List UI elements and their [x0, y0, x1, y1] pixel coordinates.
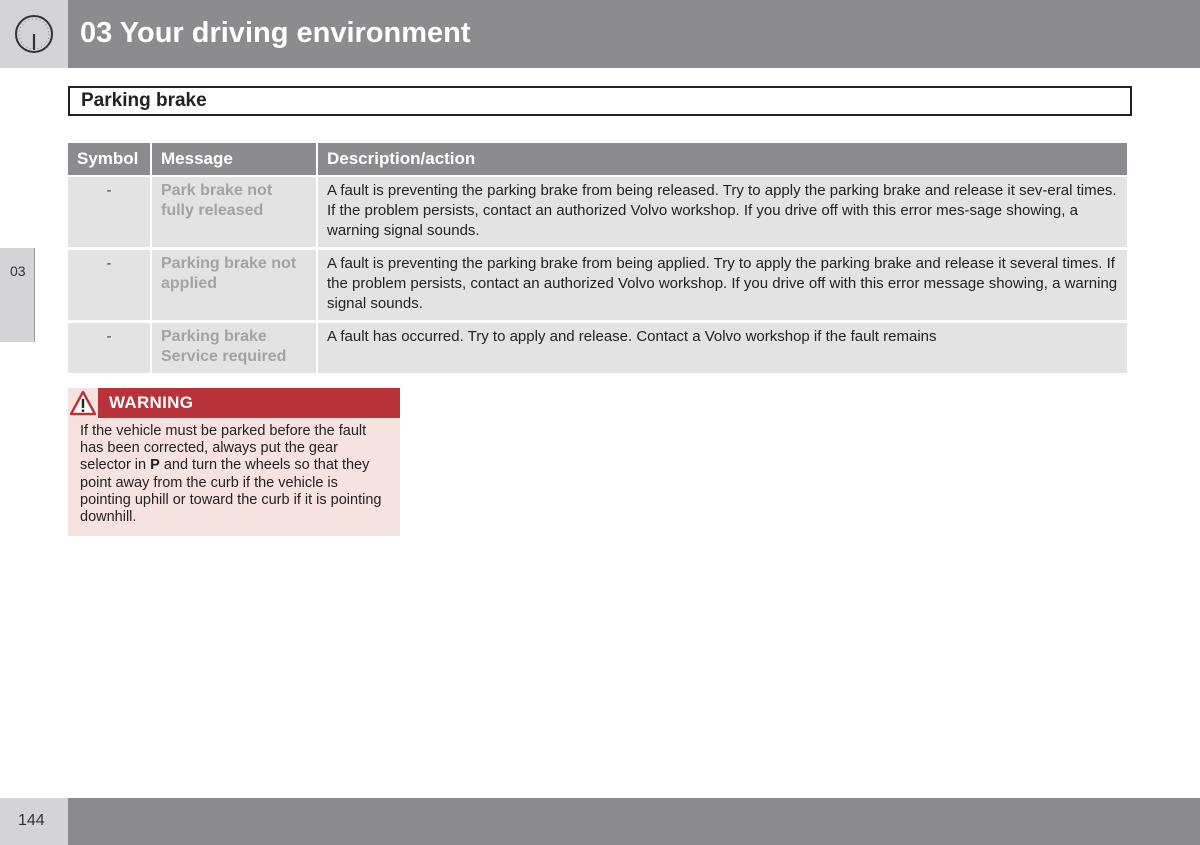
warning-text: [80, 423, 392, 526]
warning-header: [68, 388, 400, 418]
table-row: [68, 250, 1127, 323]
symbol-cell: -: [68, 323, 150, 376]
message-cell: Park brake not fully released: [152, 177, 316, 250]
description-cell: A fault is preventing the parking brake from being released. Try to apply the parking brake and release it sev-eral times. If the problem persists, contact an authorized Volvo workshop. If you drive off with this error mes-sage showing, a warning signal sounds.: [318, 177, 1127, 250]
message-table: [66, 143, 1129, 376]
footer-bar: [68, 798, 1200, 845]
message-cell: Parking brake not applied: [152, 250, 316, 323]
table-row: [68, 323, 1127, 376]
table-row: [68, 177, 1127, 250]
header-bar: [68, 0, 1200, 68]
warning-icon-container: [68, 388, 98, 418]
description-cell: A fault has occurred. Try to apply and release. Contact a Volvo workshop if the fault remains: [318, 323, 1127, 376]
section-heading-box: [68, 86, 1132, 116]
section-title: Parking brake: [81, 90, 207, 111]
chapter-title: 03 Your driving environment: [80, 17, 471, 49]
side-tab-label: 03: [10, 263, 26, 279]
symbol-cell: -: [68, 250, 150, 323]
column-header-description: Description/action: [318, 143, 1127, 177]
gear-position-p: P: [150, 457, 160, 474]
warning-box: [68, 388, 400, 536]
warning-text-end: and turn the wheels so that they point away from the curb if the vehicle is pointing uphill or toward the curb if it is pointing downhill.: [80, 457, 382, 526]
column-header-symbol: Symbol: [68, 143, 150, 177]
header-icon-box: [0, 0, 68, 68]
warning-label: WARNING: [109, 393, 194, 412]
warning-text-start: If the vehicle must be parked before the fault has been corrected, always put the gear selector in: [80, 423, 367, 474]
footer-page-box: [0, 798, 68, 845]
warning-triangle-icon: [69, 390, 97, 416]
page-number: 144: [18, 812, 45, 829]
description-cell: A fault is preventing the parking brake from being applied. Try to apply the parking brake and release it several times. If the problem persists, contact an authorized Volvo workshop. If you drive off with this error message showing, a warning signal sounds.: [318, 250, 1127, 323]
chapter-side-tab: [0, 248, 35, 342]
column-header-message: Message: [152, 143, 316, 177]
gauge-icon: [0, 0, 68, 68]
message-cell: Parking brake Service required: [152, 323, 316, 376]
symbol-cell: -: [68, 177, 150, 250]
table-header-row: [68, 143, 1127, 177]
